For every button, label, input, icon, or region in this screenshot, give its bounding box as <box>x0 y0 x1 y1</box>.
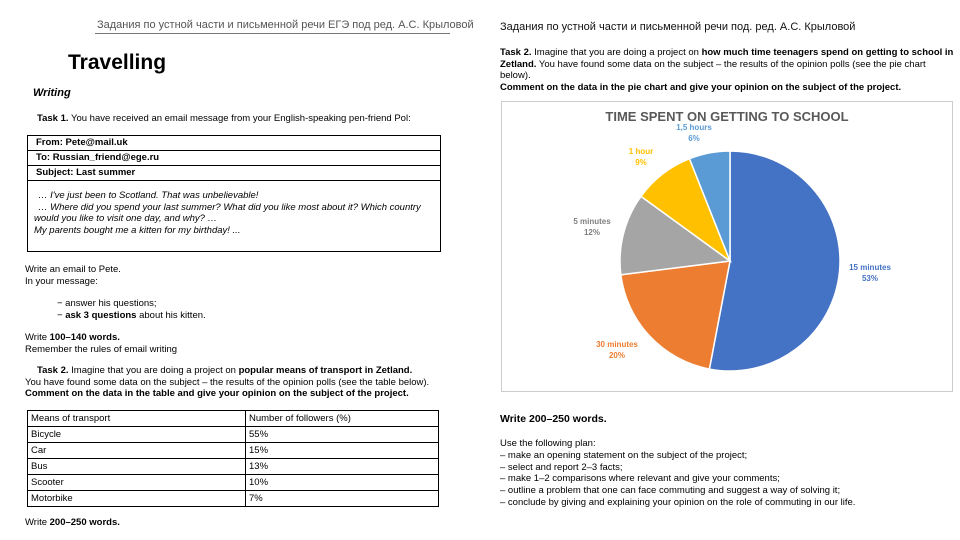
table-row: Car 15% <box>28 443 439 459</box>
slice-label: 5 minutes <box>573 217 611 226</box>
plan-intro: Use the following plan: <box>500 438 596 449</box>
left-page-header: Задания по устной части и письменной речи ЕГЭ под ред. А.С. Крыловой <box>97 19 474 31</box>
email-from: From: Pete@mail.uk <box>28 136 440 151</box>
section-heading: Writing <box>33 87 71 99</box>
slice-value-label: 6% <box>688 134 700 143</box>
plan <box>500 438 855 509</box>
slice-value-label: 9% <box>635 158 647 167</box>
task2-prompt: Task 2. Imagine that you are doing a project on popular means of transport in Zetland. You have found some data on the subject – the results of the opinion polls (see the table below). Comment on the data in the table and give your opinion on the subject of the project. <box>25 365 430 399</box>
email-line: My parents bought me a kitten for my birthday! ... <box>34 224 241 236</box>
table-row: Scooter 10% <box>28 475 439 491</box>
task1-label: Task 1. <box>37 113 69 124</box>
email-line: would you like to visit one day, and why? … <box>34 213 218 224</box>
task2-word-count: Write 200–250 words. <box>25 517 120 528</box>
email-to: To: Russian_friend@ege.ru <box>28 151 440 166</box>
right-task2-prompt: Task 2. Imagine that you are doing a project on how much time teenagers spend on getting to school in Zetland. You have found some data on the subject – the results of the opinion polls (see the pie chart below). Comment on the data in the pie chart and give your opinion on the subject of the project. <box>500 47 954 93</box>
transport-table <box>27 410 439 507</box>
plan-item: – make 1–2 comparisons where relevant and give your comments; <box>500 473 780 485</box>
slice-label: 30 minutes <box>596 340 638 349</box>
slice-value-label: 20% <box>608 351 626 360</box>
plan-item: – select and report 2–3 facts; <box>500 461 623 473</box>
table-row: Motorbike 7% <box>28 491 439 507</box>
task1-bullets <box>57 298 206 321</box>
instruction-line: In your message: <box>25 275 98 287</box>
task1-text: You have received an email message from your English-speaking pen-friend Pol: <box>68 113 411 124</box>
table-header-cell: Means of transport <box>28 411 246 427</box>
bullet-item: − ask 3 questions about his kitten. <box>57 309 206 321</box>
right-word-count: Write 200–250 words. <box>500 413 607 425</box>
chart-title: TIME SPENT ON GETTING TO SCHOOL <box>605 109 849 124</box>
remember-note: Remember the rules of email writing <box>25 343 178 355</box>
email-box <box>27 135 441 252</box>
table-header-row <box>28 411 439 427</box>
right-page <box>480 0 960 540</box>
bullet-item: − answer his questions; <box>57 298 157 309</box>
plan-item: – conclude by giving and explaining your opinion on the role of commuting in our life. <box>500 496 856 508</box>
email-line: … I've just been to Scotland. That was unbelievable! <box>38 190 259 201</box>
pie-chart <box>501 101 953 392</box>
email-subject: Subject: Last summer <box>28 166 440 181</box>
plan-item: – outline a problem that one can face commuting and suggest a way of solving it; <box>500 485 841 497</box>
pie-chart-svg <box>502 102 952 391</box>
slice-value-label: 12% <box>583 228 601 237</box>
instruction-line: Write an email to Pete. <box>25 264 121 275</box>
slice-label: 1,5 hours <box>676 123 712 132</box>
task1-prompt <box>37 113 411 125</box>
page-title: Travelling <box>68 51 167 74</box>
task1-instructions <box>25 264 121 287</box>
slice-label: 15 minutes <box>849 263 891 272</box>
slice-value-label: 53% <box>861 274 879 283</box>
table-row: Bus 13% <box>28 459 439 475</box>
table-header-cell: Number of followers (%) <box>246 411 439 427</box>
email-body <box>28 181 440 251</box>
slice-label: 1 hour <box>628 147 654 156</box>
email-line: … Where did you spend your last summer? What did you like most about it? Which country <box>38 201 421 213</box>
right-page-header: Задания по устной части и письменной речи под. ред. А.С. Крыловой <box>500 21 856 33</box>
task1-word-count: Write 100–140 words. Remember the rules of email writing <box>25 332 178 355</box>
plan-item: – make an opening statement on the subject of the project; <box>500 449 748 461</box>
table-row: Bicycle 55% <box>28 427 439 443</box>
header-underline <box>95 33 450 34</box>
